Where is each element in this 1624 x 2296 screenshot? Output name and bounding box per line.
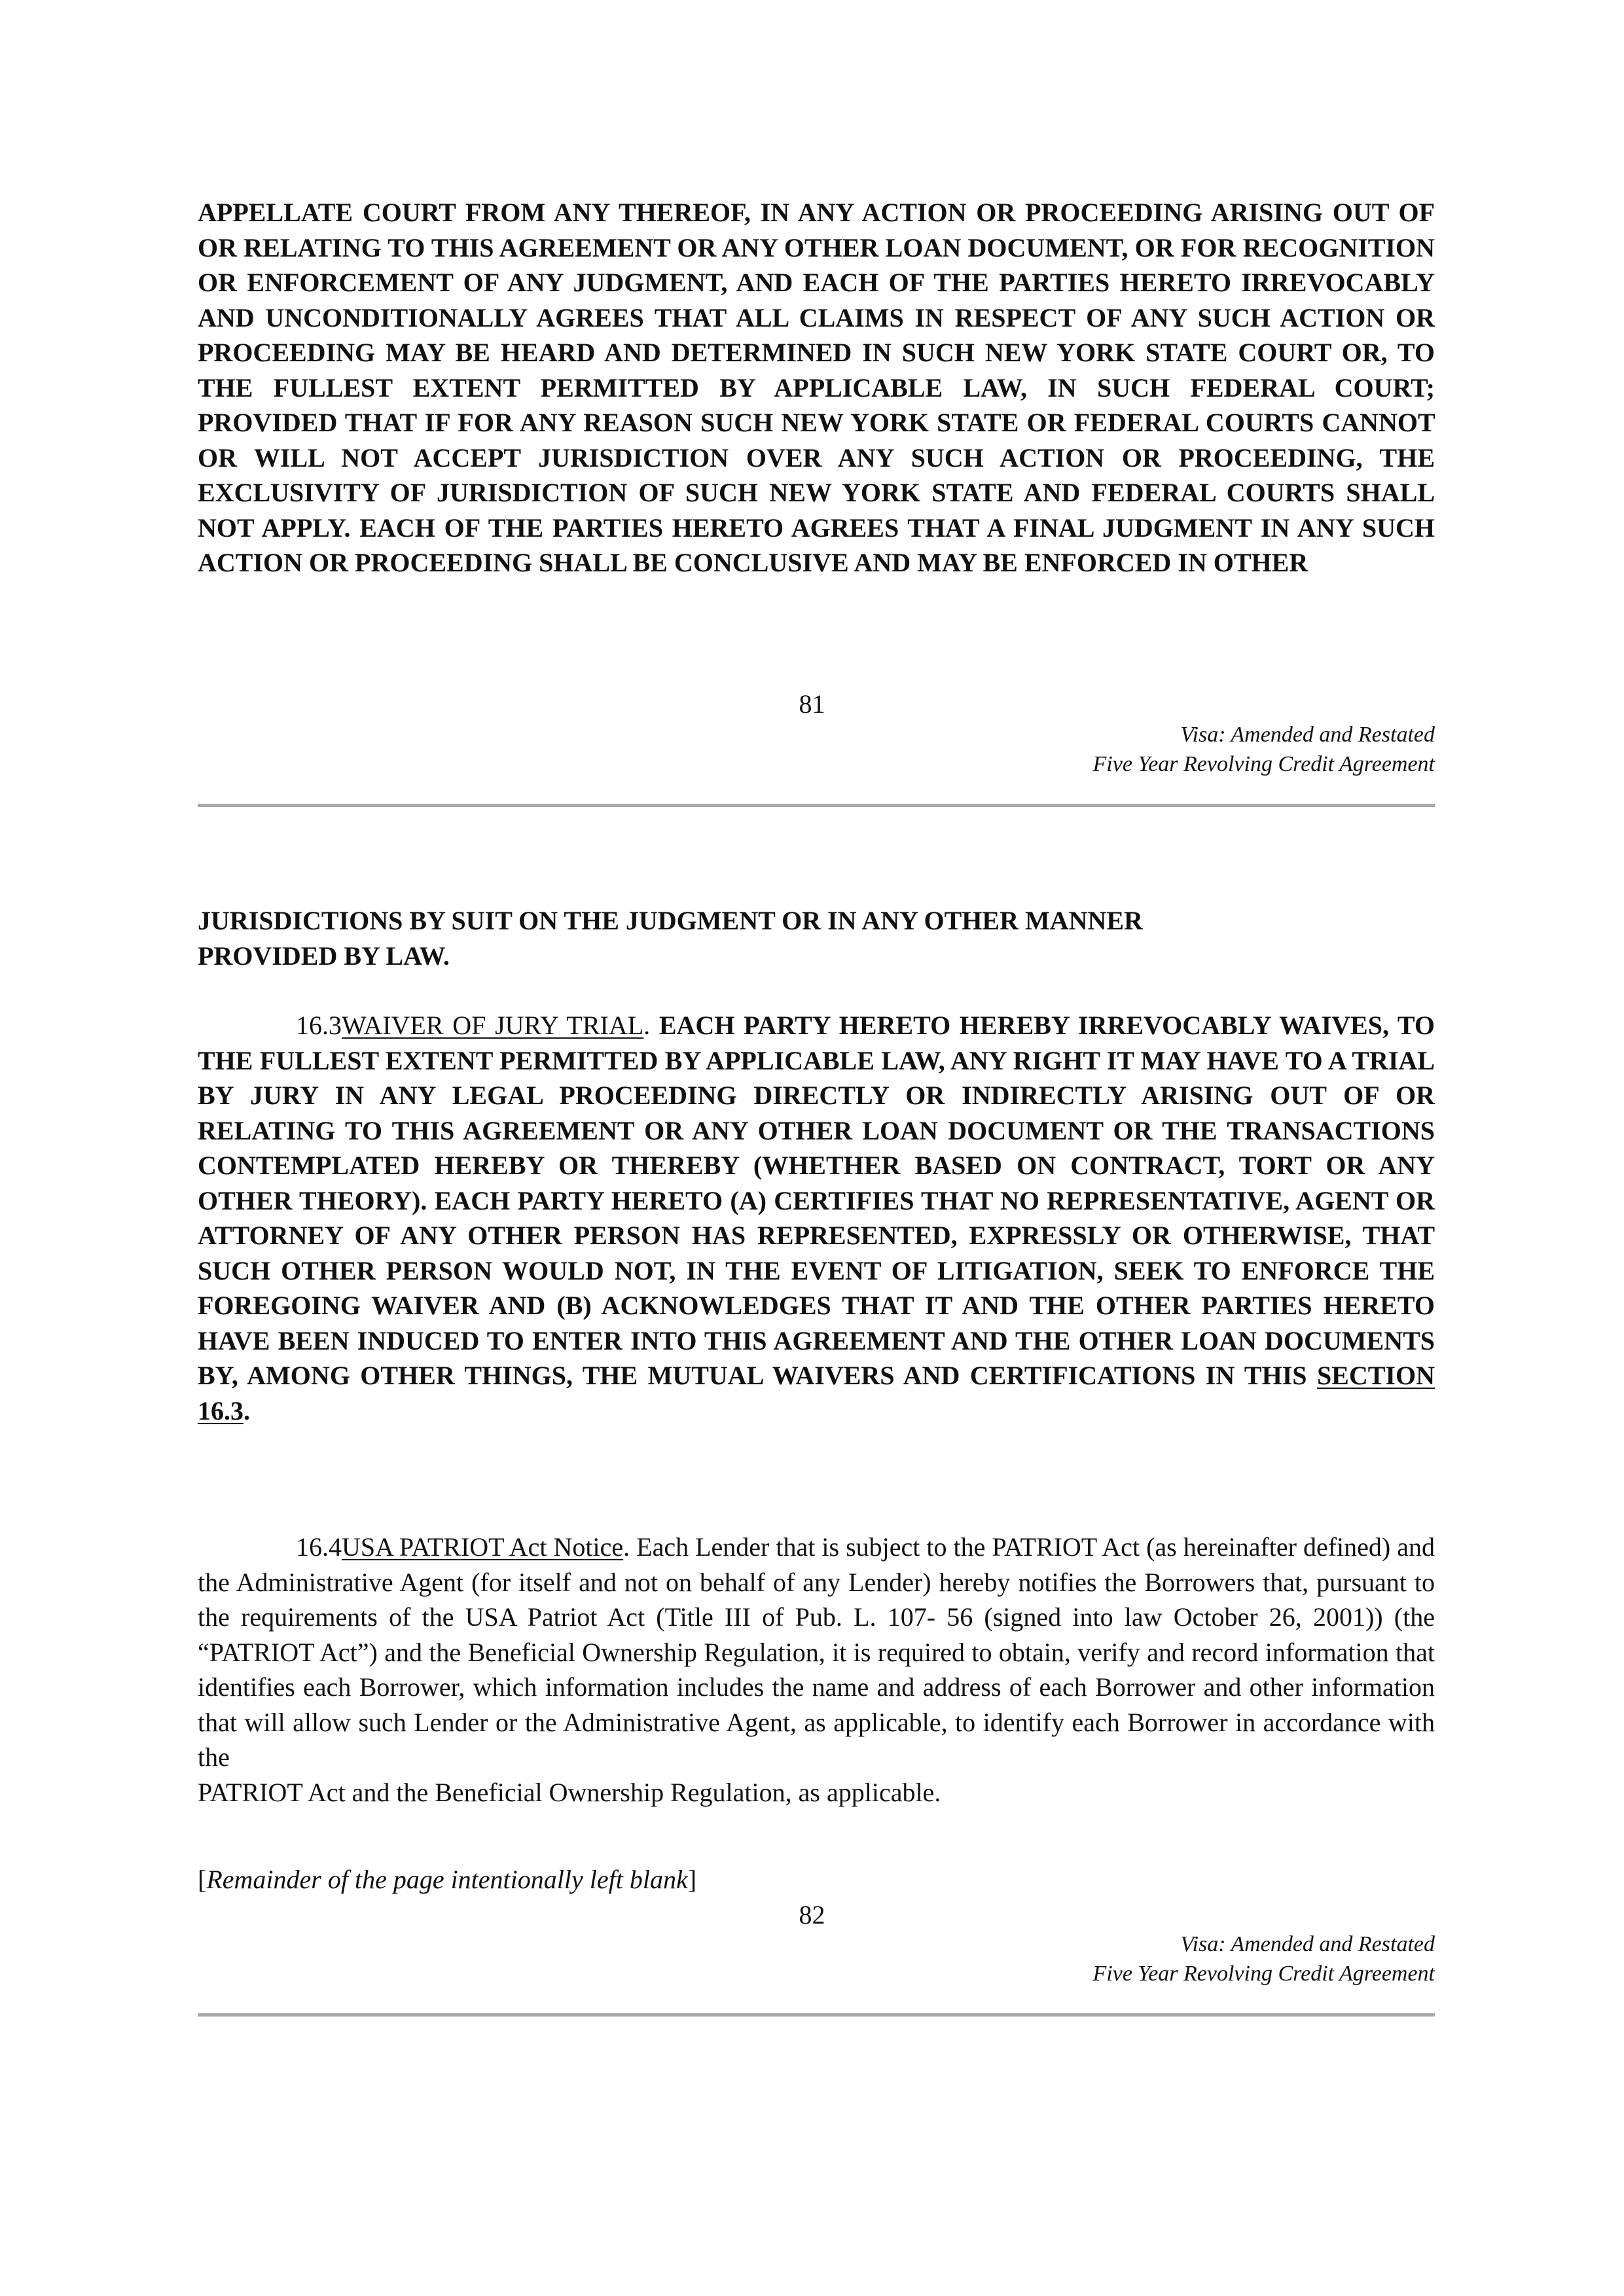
text-line: ARISING OUT OF OR RELATING TO THIS AGREEMENT OR ANY OTHER LOAN	[198, 198, 1435, 262]
text-line: JURISDICTIONS BY SUIT ON THE JUDGMENT OR IN ANY OTHER MANNER	[198, 906, 1143, 935]
sentence-end: .	[244, 1395, 250, 1426]
section-heading: USA PATRIOT Act Notice	[342, 1532, 624, 1562]
text-line: COURTS SHALL NOT APPLY. EACH OF THE PARTIES HERETO AGREES THAT A	[198, 478, 1435, 543]
waiver-of-jury-trial-paragraph	[198, 1008, 1435, 1428]
text-line: notifies the Borrowers that, pursuant to the requirements of the USA Patriot Act (Title III of Pub. L.	[198, 1567, 1435, 1632]
text-line: APPELLATE COURT FROM ANY THEREOF, IN ANY ACTION OR PROCEEDING	[198, 198, 1203, 227]
text-line: HEARD AND DETERMINED IN SUCH NEW YORK STATE COURT OR, TO THE FULLEST	[198, 338, 1435, 403]
text-line: IT MAY HAVE TO A TRIAL BY JURY IN ANY LEGAL PROCEEDING DIRECTLY OR	[198, 1045, 1435, 1110]
bracket: ]	[687, 1865, 697, 1894]
footer-title-line1: Visa: Amended and Restated	[1180, 723, 1435, 747]
footer-title-line2: Five Year Revolving Credit Agreement	[1092, 752, 1435, 776]
page-81-footer	[1093, 720, 1435, 779]
section-16-3	[198, 1008, 1435, 1428]
section-16-4	[198, 1530, 1435, 1810]
text-line: THEREBY (WHETHER BASED ON CONTRACT, TORT OR ANY OTHER THEORY).	[198, 1151, 1435, 1215]
text-line: Regulation, it is required to obtain, verify and record information that identifies each Borrower, which	[198, 1637, 1435, 1702]
page-separator-rule	[198, 2013, 1435, 2017]
page-separator-rule	[198, 804, 1435, 807]
page-number-82: 82	[799, 1900, 825, 1929]
text-line: FINAL JUDGMENT IN ANY SUCH ACTION OR PROCEEDING SHALL BE CONCLUSIVE	[198, 512, 1435, 577]
text-line: THAT ALL CLAIMS IN RESPECT OF ANY SUCH ACTION OR PROCEEDING MAY BE	[198, 302, 1435, 367]
text-line: PROVIDED BY LAW.	[198, 941, 450, 971]
page-82-continuation	[198, 903, 1435, 973]
text-line: Lender or the Administrative Agent, as applicable, to identify each Borrower in accordance with the	[198, 1707, 1435, 1772]
text-line: LOAN DOCUMENT OR THE TRANSACTIONS CONTEMPLATED HEREBY OR	[198, 1115, 1435, 1180]
text-line: OTHERWISE, THAT SUCH OTHER PERSON WOULD NOT, IN THE EVENT OF	[198, 1221, 1435, 1285]
text-line: BY, AMONG OTHER THINGS, THE MUTUAL WAIVERS AND CERTIFICATIONS IN THIS	[198, 1361, 1307, 1390]
blank-page-note	[198, 1862, 1435, 1897]
text-line: 107- 56 (signed into law October 26, 2001)) (the “PATRIOT Act”) and the Beneficial Ownership	[198, 1602, 1435, 1667]
text-line: WAIVES, TO THE FULLEST EXTENT PERMITTED BY APPLICABLE LAW, ANY RIGHT	[198, 1011, 1435, 1075]
text-line: THE EXCLUSIVITY OF JURISDICTION OF SUCH NEW YORK STATE AND FEDERAL	[198, 442, 1435, 507]
section-heading: WAIVER OF JURY TRIAL	[342, 1011, 644, 1040]
text-line: ATTORNEY OF ANY OTHER PERSON HAS REPRESENTED, EXPRESSLY OR	[198, 1221, 1171, 1250]
text-line: INDUCED TO ENTER INTO THIS AGREEMENT AND THE OTHER LOAN DOCUMENTS	[357, 1325, 1435, 1355]
footer-title-line1: Visa: Amended and Restated	[1180, 1932, 1435, 1956]
text-line: INDIRECTLY ARISING OUT OF OR RELATING TO THIS AGREEMENT OR ANY OTHER	[198, 1081, 1435, 1145]
text-line: EACH PARTY HERETO HEREBY IRREVOCABLY	[659, 1011, 1271, 1040]
text-line: hereinafter defined) and the Administrative Agent (for itself and not on behalf of any Lender) hereby	[198, 1532, 1435, 1597]
text-line: EXTENT PERMITTED BY APPLICABLE LAW, IN SUCH FEDERAL COURT; PROVIDED	[198, 372, 1435, 437]
text-line: . Each Lender that is subject to the PATRIOT Act (as	[623, 1532, 1177, 1562]
jurisdiction-clause-end	[198, 903, 1435, 973]
jurisdiction-clause-continued	[198, 195, 1435, 581]
page-82-footer	[1093, 1929, 1435, 1988]
section-reference: SECTION 16.3	[198, 1361, 1435, 1426]
text-line: EACH OF THE PARTIES HERETO IRREVOCABLY AND UNCONDITIONALLY AGREES	[198, 268, 1435, 332]
text-line: EACH PARTY HERETO (A) CERTIFIES THAT NO REPRESENTATIVE, AGENT OR	[434, 1185, 1435, 1215]
page-number-81: 81	[799, 689, 825, 719]
text-line: PATRIOT Act and the Beneficial Ownership Regulation, as applicable.	[198, 1777, 941, 1807]
section-number: 16.4	[296, 1532, 342, 1562]
usa-patriot-act-last-line	[198, 1775, 1435, 1810]
usa-patriot-act-paragraph	[198, 1530, 1435, 1775]
section-number: 16.3	[296, 1011, 342, 1040]
text-line: LITIGATION, SEEK TO ENFORCE THE FOREGOING WAIVER AND (B)	[198, 1255, 1435, 1320]
page-81-body	[198, 195, 1435, 581]
text-line: THAT IF FOR ANY REASON SUCH NEW YORK STATE OR FEDERAL COURTS CANNOT	[344, 408, 1435, 437]
text-line: AND MAY BE ENFORCED IN OTHER	[854, 548, 1308, 577]
bracket: [	[198, 1865, 207, 1894]
text-line: DOCUMENT, OR FOR RECOGNITION OR ENFORCEMENT OF ANY JUDGMENT, AND	[198, 232, 1435, 297]
blank-note-text: Remainder of the page intentionally left blank	[206, 1865, 688, 1894]
text-line: OR WILL NOT ACCEPT JURISDICTION OVER ANY SUCH ACTION OR PROCEEDING,	[198, 442, 1363, 473]
footer-title-line2: Five Year Revolving Credit Agreement	[1092, 1962, 1435, 1986]
text-line: information includes the name and address of each Borrower and other information that will allow such	[198, 1672, 1435, 1737]
text-line: ACKNOWLEDGES THAT IT AND THE OTHER PARTIES HERETO HAVE BEEN	[198, 1291, 1435, 1355]
heading-period: .	[643, 1011, 659, 1040]
